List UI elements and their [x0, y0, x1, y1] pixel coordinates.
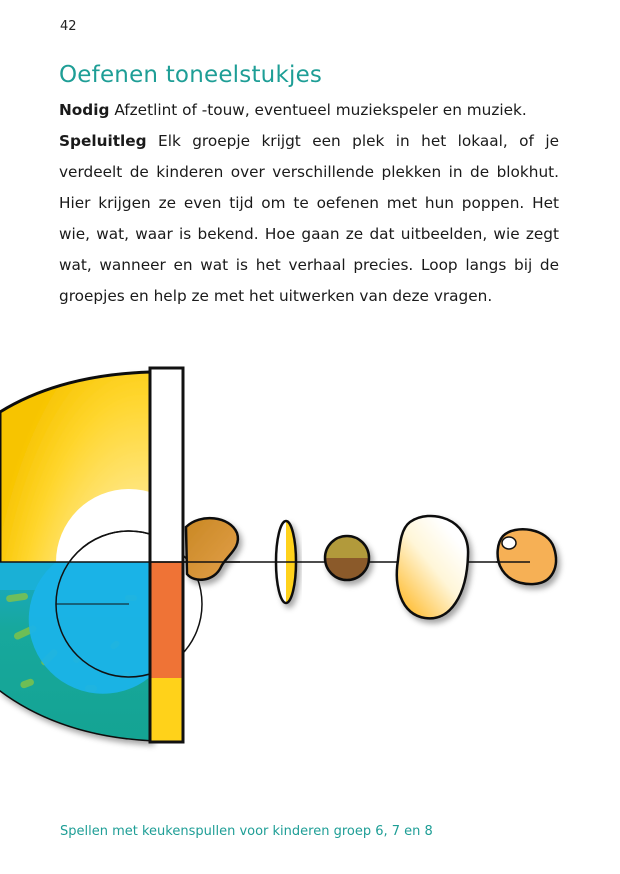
footer-text: Spellen met keukenspullen voor kinderen groep 6, 7 en 8 [60, 824, 433, 839]
page-title: Oefenen toneelstukjes [59, 62, 323, 88]
vertical-bar [150, 368, 183, 742]
planet-venus [325, 536, 369, 580]
nodig-label: Nodig [59, 101, 110, 119]
speluitleg-label: Speluitleg [59, 132, 147, 150]
page-number: 42 [60, 19, 77, 34]
planet-mars [186, 518, 238, 580]
nodig-text: Afzetlint of -touw, eventueel muziekspeler en muziek. [109, 101, 527, 119]
speluitleg-text: Elk groepje krijgt een plek in het lokaal, of je verdeelt de kinderen over verschillende plekken in de blokhut. Hier krijgen ze even tijd om te oefenen met hun poppen. Het wie, wat, waar is bekend. Hoe gaan ze dat uitbeelden, wie zegt wat, wanneer en wat is het verhaal precies. Loop langs bij de groepjes en help ze met het uitwerken van deze vragen. [59, 132, 559, 305]
planet-jupiter [397, 516, 468, 618]
